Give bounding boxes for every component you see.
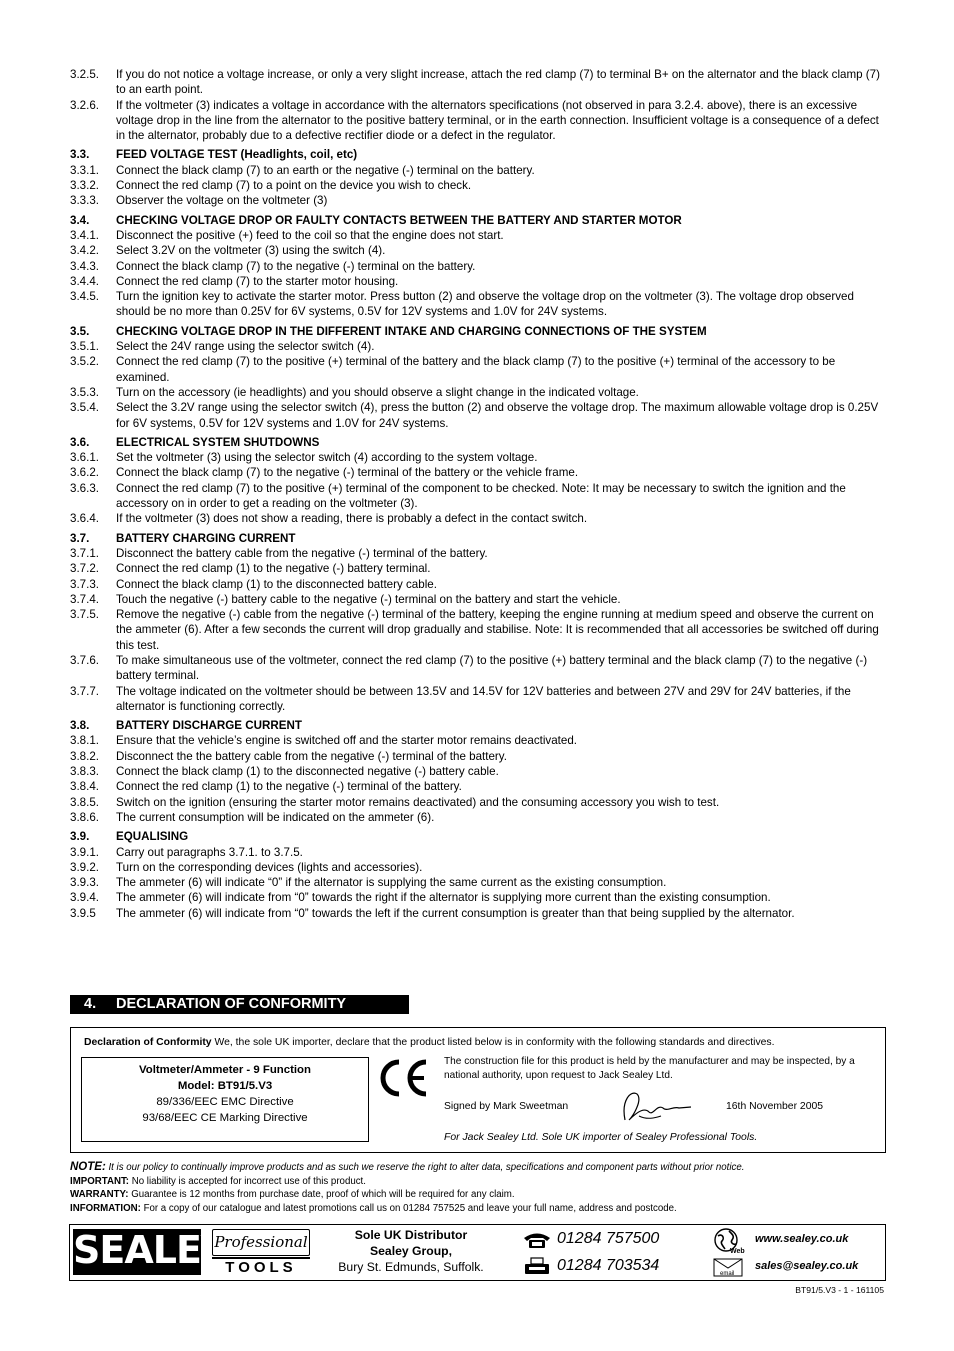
item-number: 3.7.2. — [70, 562, 100, 576]
item-number: 3.9.4. — [70, 891, 100, 905]
web-icon-label: Web — [730, 1248, 745, 1254]
instruction-item — [70, 465, 885, 480]
instruction-item — [70, 577, 885, 592]
product-box — [81, 1057, 369, 1142]
item-text: The ammeter (6) will indicate “0” if the alternator is supplying the same current as the existing consumption. — [116, 876, 667, 890]
item-number: 3.6. — [70, 435, 90, 449]
instruction-item — [70, 163, 885, 178]
instructions-list — [70, 67, 885, 921]
item-number: 3.4.1. — [70, 228, 100, 242]
item-number: 3.2.6. — [70, 98, 100, 112]
section-heading — [70, 324, 885, 339]
declaration-box — [70, 1027, 886, 1153]
instruction-item — [70, 684, 885, 715]
instruction-item — [70, 779, 885, 794]
instruction-item — [70, 243, 885, 258]
envelope-email-icon — [713, 1258, 743, 1277]
item-number: 3.7.5. — [70, 608, 100, 622]
section-heading — [70, 718, 885, 733]
instruction-item — [70, 339, 885, 354]
note-label: NOTE: — [70, 1161, 106, 1173]
instruction-item — [70, 546, 885, 561]
instruction-item — [70, 228, 885, 243]
instruction-item — [70, 274, 885, 289]
item-number: 3.8.6. — [70, 810, 100, 824]
notes-block — [70, 1161, 885, 1215]
product-name: Voltmeter/Ammeter - 9 Function — [139, 1064, 311, 1076]
item-text: BATTERY DISCHARGE CURRENT — [116, 719, 302, 733]
section-heading — [70, 435, 885, 450]
item-text: CHECKING VOLTAGE DROP OR FAULTY CONTACTS BETWEEN THE BATTERY AND STARTER MOTOR — [116, 213, 682, 227]
tools-logo: TOOLS — [212, 1257, 310, 1277]
item-text: Disconnect the the battery cable from the negative (-) terminal of the battery. — [116, 749, 507, 763]
item-text: Connect the black clamp (7) to the negative (-) terminal on the battery. — [116, 259, 476, 273]
document-reference: BT91/5.V3 - 1 - 161105 — [795, 1285, 884, 1295]
instruction-item — [70, 860, 885, 875]
item-text: Disconnect the battery cable from the negative (-) terminal of the battery. — [116, 546, 488, 560]
item-text: If the voltmeter (3) indicates a voltage in accordance with the alternators specifications (not observed in para 3.2.4. above), there is an excessive voltage drop in the line from the alternator to the positive battery terminal, or in the earth connection. Insufficient voltage is a consequence of a defect in the alternator, probably due to a defective rectifier diode or a defect in the regulator. — [116, 98, 879, 143]
phone-number: 01284 757500 — [557, 1230, 660, 1247]
directive-ce: 93/68/EEC CE Marking Directive — [142, 1112, 308, 1124]
item-number: 3.3.3. — [70, 194, 100, 208]
instruction-item — [70, 450, 885, 465]
section-number: 4. — [84, 996, 97, 1012]
item-text: Set the voltmeter (3) using the selector switch (4) according to the system voltage. — [116, 451, 538, 465]
item-text: Observer the voltage on the voltmeter (3) — [116, 194, 328, 208]
item-text: FEED VOLTAGE TEST (Headlights, coil, etc) — [116, 148, 358, 162]
section-heading — [70, 829, 885, 844]
telephone-icon — [522, 1231, 552, 1249]
item-number: 3.8.4. — [70, 780, 100, 794]
warranty-text: Guarantee is 12 months from purchase date, proof of which will be required for any claim. — [131, 1189, 515, 1200]
item-text: The ammeter (6) will indicate from “0” towards the left if the current consumption is greater than that being supplied by the alternator. — [116, 906, 795, 920]
warranty-label: WARRANTY: — [70, 1189, 129, 1200]
item-text: Connect the red clamp (7) to the positive (+) terminal of the component to be checked. Note: It may be necessary to switch the ignition and the accessory on in order to get a reading on the voltmeter (3). — [116, 481, 846, 511]
instruction-item — [70, 592, 885, 607]
email-icon-label: email — [720, 1271, 735, 1277]
instruction-item — [70, 733, 885, 748]
item-number: 3.5.4. — [70, 401, 100, 415]
item-number: 3.7. — [70, 531, 90, 545]
item-text: Select the 24V range using the selector switch (4). — [116, 340, 375, 354]
item-text: Select the 3.2V range using the selector switch (4), press the button (2) and observe the voltage drop. The maximum allowable voltage drop is 0.25V for 6V systems, 0.5V for 12V systems and 1.0V for 24V systems. — [116, 401, 879, 430]
item-number: 3.3.2. — [70, 179, 100, 193]
globe-web-icon — [713, 1228, 745, 1254]
item-text: The voltage indicated on the voltmeter should be between 13.5V and 14.5V for 12V batteries and between 27V and 29V for 24V batteries, if the alternator is functioning correctly. — [116, 684, 851, 713]
fax-icon — [522, 1257, 552, 1275]
warranty-line — [70, 1188, 885, 1202]
item-number: 3.6.2. — [70, 466, 100, 480]
declaration-text: We, the sole UK importer, declare that the product listed below is in conformity with the following standards and directives. — [214, 1037, 775, 1048]
professional-logo: Professional — [212, 1229, 310, 1256]
footer-box — [69, 1224, 886, 1281]
instruction-item — [70, 385, 885, 400]
item-number: 3.7.6. — [70, 653, 100, 667]
item-number: 3.3.1. — [70, 163, 100, 177]
item-number: 3.8.3. — [70, 765, 100, 779]
item-text: Connect the black clamp (7) to the negative (-) terminal of the battery or the vehicle frame. — [116, 466, 579, 480]
section-4-header — [70, 995, 409, 1014]
information-label: INFORMATION: — [70, 1202, 141, 1214]
item-number: 3.5. — [70, 324, 90, 338]
item-text: BATTERY CHARGING CURRENT — [116, 531, 296, 545]
information-line — [70, 1202, 885, 1216]
signature-date: 16th November 2005 — [726, 1101, 824, 1112]
instruction-item — [70, 749, 885, 764]
instruction-item — [70, 481, 885, 512]
item-number: 3.9.3. — [70, 876, 100, 890]
item-text: Remove the negative (-) cable from the negative (-) terminal of the battery, keeping the engine running at medium speed and observe the current on the ammeter (6). After a few seconds the current will drop gradually and stabilise. Note: It is recommended that all accessories be switched off during this test. — [116, 608, 879, 652]
website-link[interactable]: www.sealey.co.uk — [755, 1233, 849, 1245]
item-number: 3.4.3. — [70, 259, 100, 273]
signature-icon — [619, 1086, 695, 1126]
distributor-line-3: Bury St. Edmunds, Suffolk. — [338, 1260, 484, 1274]
email-link[interactable]: sales@sealey.co.uk — [755, 1260, 859, 1272]
item-number: 3.5.3. — [70, 385, 100, 399]
item-text: CHECKING VOLTAGE DROP IN THE DIFFERENT INTAKE AND CHARGING CONNECTIONS OF THE SYSTEM — [116, 324, 707, 338]
item-text: If you do not notice a voltage increase, or only a very slight increase, attach the red clamp (7) to terminal B+ on the alternator and the black clamp (7) to an earth point. — [116, 68, 880, 97]
note-line — [70, 1161, 885, 1175]
instruction-item — [70, 906, 885, 921]
instruction-item — [70, 561, 885, 576]
instruction-item — [70, 354, 885, 385]
item-number: 3.9.2. — [70, 860, 100, 874]
item-text: Connect the red clamp (7) to the positive (+) terminal of the battery and the black clamp (7) to the positive (+) terminal of the accessory to be examined. — [116, 355, 836, 384]
instruction-item — [70, 810, 885, 825]
item-number: 3.4. — [70, 213, 90, 227]
directive-emc: 89/336/EEC EMC Directive — [156, 1096, 294, 1108]
item-number: 3.8.5. — [70, 795, 100, 809]
item-number: 3.2.5. — [70, 68, 100, 81]
distributor-line-1: Sole UK Distributor — [354, 1228, 468, 1242]
item-number: 3.9. — [70, 830, 90, 844]
item-text: Touch the negative (-) battery cable to the negative (-) terminal on the battery and start the vehicle. — [116, 592, 621, 606]
section-title: DECLARATION OF CONFORMITY — [116, 996, 347, 1012]
item-number: 3.5.2. — [70, 355, 100, 369]
item-text: EQUALISING — [116, 830, 189, 844]
item-text: The current consumption will be indicated on the ammeter (6). — [116, 810, 435, 824]
instruction-item — [70, 511, 885, 526]
item-number: 3.8.1. — [70, 734, 100, 748]
item-text: Select 3.2V on the voltmeter (3) using the switch (4). — [116, 244, 386, 258]
item-text: Switch on the ignition (ensuring the starter motor remains deactivated) and the consuming accessory you wish to test. — [116, 795, 720, 809]
item-number: 3.7.7. — [70, 684, 100, 698]
instruction-item — [70, 67, 885, 98]
item-text: Carry out paragraphs 3.7.1. to 3.7.5. — [116, 845, 303, 859]
note-text: It is our policy to continually improve products and as such we reserve the right to alter data, specifications and component parts without prior notice. — [108, 1162, 745, 1173]
item-text: Connect the red clamp (1) to the negative (-) terminal of the battery. — [116, 780, 462, 794]
item-number: 3.9.1. — [70, 845, 100, 859]
section-heading — [70, 147, 885, 162]
item-text: Connect the red clamp (1) to the negative (-) battery terminal. — [116, 562, 431, 576]
important-label: IMPORTANT: — [70, 1175, 130, 1187]
item-number: 3.8. — [70, 719, 90, 733]
item-text: Connect the red clamp (7) to a point on the device you wish to check. — [116, 179, 472, 193]
item-text: Connect the black clamp (1) to the disconnected battery cable. — [116, 577, 437, 591]
item-number: 3.5.1. — [70, 340, 100, 354]
construction-file-text: The construction file for this product is held by the manufacturer and may be inspected, by a national authority, upon request to Jack Sealey Ltd. — [444, 1056, 855, 1081]
item-text: Ensure that the vehicle’s engine is switched off and the starter motor remains deactivated. — [116, 734, 577, 748]
information-text: For a copy of our catalogue and latest promotions call us on 01284 757525 and leave your full name, address and postcode. — [143, 1202, 677, 1214]
item-number: 3.6.3. — [70, 481, 100, 495]
item-text: Connect the red clamp (7) to the starter motor housing. — [116, 274, 399, 288]
instruction-item — [70, 98, 885, 144]
item-text: Connect the black clamp (7) to an earth or the negative (-) terminal on the battery. — [116, 163, 535, 177]
section-heading — [70, 213, 885, 228]
item-number: 3.7.4. — [70, 592, 100, 606]
item-text: Turn the ignition key to activate the starter motor. Press button (2) and observe the voltage drop on the voltmeter (3). The voltage drop observed should be no more than 0.25V for 6V systems, 0.5V for 12V systems and 1.0V for 24V systems. — [116, 290, 854, 319]
item-number: 3.9.5 — [70, 906, 96, 920]
product-model: Model: BT91/5.V3 — [177, 1080, 273, 1092]
item-text: If the voltmeter (3) does not show a reading, there is probably a defect in the contact switch. — [116, 512, 588, 526]
instruction-item — [70, 795, 885, 810]
logo-text: SEALEY — [73, 1228, 228, 1272]
distributor-info — [323, 1227, 499, 1275]
instruction-item — [70, 193, 885, 208]
item-text: The ammeter (6) will indicate from “0” towards the right if the alternator is supplying more current than the existing consumption. — [116, 891, 771, 905]
instruction-item — [70, 653, 885, 684]
instruction-item — [70, 178, 885, 193]
instruction-item — [70, 890, 885, 905]
instruction-item — [70, 845, 885, 860]
sealey-logo — [73, 1228, 228, 1275]
instruction-item — [70, 259, 885, 274]
instruction-item — [70, 400, 885, 431]
item-number: 3.8.2. — [70, 749, 100, 763]
important-text: No liability is accepted for incorrect use of this product. — [131, 1175, 366, 1187]
item-text: Turn on the corresponding devices (lights and accessories). — [116, 860, 423, 874]
item-number: 3.6.4. — [70, 512, 100, 526]
item-number: 3.4.5. — [70, 290, 100, 304]
instruction-item — [70, 875, 885, 890]
item-number: 3.3. — [70, 148, 90, 162]
item-text: Connect the black clamp (1) to the disconnected negative (-) battery cable. — [116, 765, 499, 779]
item-number: 3.4.2. — [70, 244, 100, 258]
item-text: Disconnect the positive (+) feed to the coil so that the engine does not start. — [116, 228, 504, 242]
item-number: 3.4.4. — [70, 274, 100, 288]
item-number: 3.6.1. — [70, 451, 100, 465]
distributor-line-2: Sealey Group, — [370, 1244, 452, 1258]
item-text: ELECTRICAL SYSTEM SHUTDOWNS — [116, 435, 320, 449]
signed-by: Signed by Mark Sweetman — [444, 1101, 569, 1112]
ce-mark-icon — [376, 1056, 430, 1100]
instruction-item — [70, 607, 885, 653]
instruction-item — [70, 764, 885, 779]
important-line — [70, 1175, 885, 1189]
declaration-label: Declaration of Conformity — [84, 1037, 212, 1048]
instruction-item — [70, 289, 885, 320]
fax-number: 01284 703534 — [557, 1257, 660, 1274]
item-number: 3.7.3. — [70, 577, 100, 591]
item-text: To make simultaneous use of the voltmeter, connect the red clamp (7) to the positive (+) battery terminal and the black clamp (7) to the negative (-) battery terminal. — [116, 653, 868, 683]
item-text: Turn on the accessory (ie headlights) and you should observe a slight change in the indicated voltage. — [116, 385, 639, 399]
item-number: 3.7.1. — [70, 546, 100, 560]
for-jack-sealey: For Jack Sealey Ltd. Sole UK importer of Sealey Professional Tools. — [444, 1132, 758, 1143]
section-heading — [70, 531, 885, 546]
declaration-intro — [84, 1037, 775, 1048]
